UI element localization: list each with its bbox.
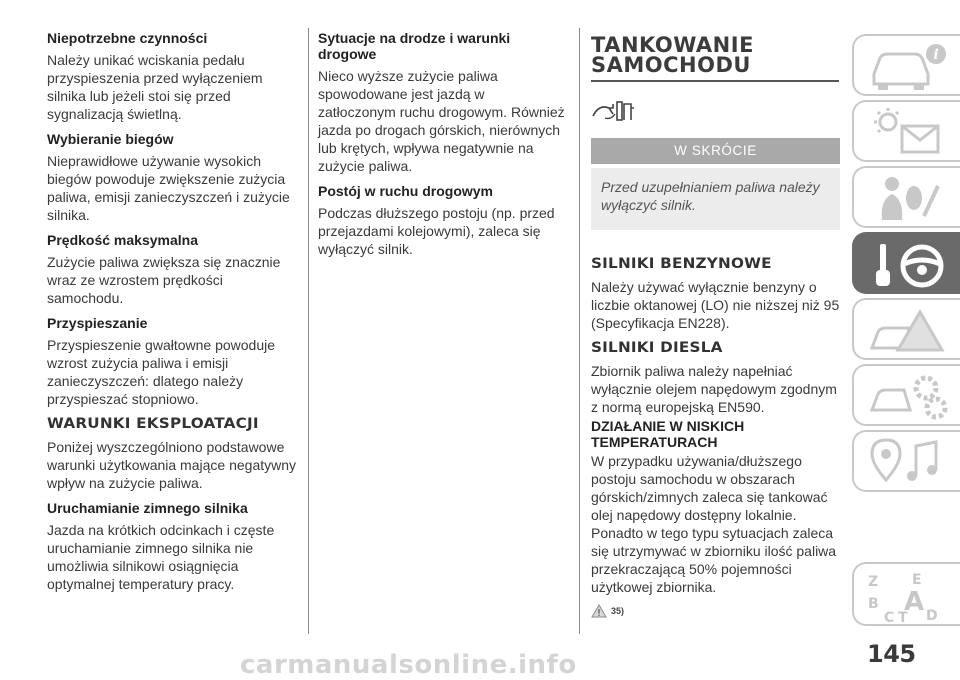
heading-low-temperature: DZIAŁANIE W NISKICH TEMPERATURACH — [591, 418, 745, 450]
heading-cold-start: Uruchamianie zimnego silnika — [47, 500, 248, 516]
svg-text:Z: Z — [868, 574, 879, 590]
heading-unnecessary-actions: Niepotrzebne czynności — [47, 30, 208, 46]
summary-banner: W SKRÓCIE — [591, 138, 840, 164]
page-number: 145 — [867, 640, 916, 668]
paragraph: Należy unikać wciskania pedału przyspieszenia przed wyłączeniem silnika lub jeżeli stoi się przed sygnalizacją świetlną. — [47, 52, 263, 122]
heading-gear-selection: Wybieranie biegów — [47, 131, 174, 147]
car-info-icon — [864, 40, 954, 92]
fuel-pump-icon — [591, 98, 635, 122]
svg-text:C: C — [884, 610, 895, 624]
heading-diesel-engines: SILNIKI DIESLA — [591, 340, 723, 356]
chapter-tab-starting-driving[interactable] — [852, 232, 960, 294]
paragraph: Jazda na krótkich odcinkach i częste uruchamianie zimnego silnika nie umożliwia silnikowi osiągnięcia optymalnej temperatury pracy. — [47, 522, 275, 592]
chapter-tab-lights-messages[interactable] — [852, 100, 960, 162]
chapter-tab-maintenance[interactable] — [852, 364, 960, 426]
column-divider-1 — [308, 28, 309, 634]
section-title-line1: TANKOWANIE — [591, 33, 754, 57]
heading-petrol-engines: SILNIKI BENZYNOWE — [591, 256, 772, 272]
lights-message-icon — [864, 106, 954, 158]
section-title-line2: SAMOCHODU — [591, 53, 751, 77]
watermark: carmanualsonline.info — [240, 650, 577, 680]
column-2 — [318, 30, 566, 266]
heading-traffic-stop: Postój w ruchu drogowym — [318, 183, 494, 199]
paragraph: Zbiornik paliwa należy napełniać wyłącznie olejem napędowym zgodnym z normą europejską EN590. — [591, 363, 837, 415]
warning-ref-number: 35) — [611, 606, 625, 616]
chapter-tab-multimedia[interactable] — [852, 430, 960, 492]
warning-reference — [591, 604, 840, 618]
maintenance-gears-icon — [864, 370, 954, 422]
column-3 — [591, 30, 840, 618]
svg-text:T: T — [898, 610, 908, 624]
emergency-triangle-icon — [864, 304, 954, 356]
safety-airbag-icon — [864, 172, 954, 224]
index-letters-icon — [864, 568, 954, 624]
column-divider-2 — [579, 28, 580, 634]
paragraph: Należy używać wyłącznie benzyny o liczbie oktanowej (LO) nie niższej niż 95 (Specyfikacja EN228). — [591, 279, 840, 331]
svg-text:A: A — [904, 587, 925, 617]
paragraph: Zużycie paliwa zwiększa się znacznie wraz ze wzrostem prędkości samochodu. — [47, 254, 281, 306]
paragraph: W przypadku używania/dłuższego postoju samochodu w obszarach górskich/zimnych zaleca się tankować olej napędowy dostępny lokalnie. Ponadto w tego typu sytuacjach zaleca się utrzymywać w zbiorniku ilość paliwa przekraczającą 50% pojemności użytkowej zbiornika. — [591, 453, 837, 595]
multimedia-music-icon — [864, 436, 954, 488]
chapter-tab-index[interactable] — [852, 562, 960, 626]
chapter-tab-emergency[interactable] — [852, 298, 960, 360]
svg-text:B: B — [868, 596, 879, 612]
paragraph: Poniżej wyszczególniono podstawowe warunki użytkowania mające negatywny wpływ na zużycie paliwa. — [47, 439, 297, 491]
svg-text:i: i — [933, 47, 939, 63]
warning-triangle-icon — [591, 604, 607, 618]
paragraph: Nieprawidłowe używanie wysokich biegów powoduje zwiększenie zużycia paliwa, emisji zanieczyszczeń i zużycie silnika. — [47, 153, 290, 223]
paragraph: Przyspieszenie gwałtowne powoduje wzrost zużycia paliwa i emisji zanieczyszczeń: dlatego należy przyspieszać stopniowo. — [47, 337, 276, 407]
fuel-pump-icons — [591, 96, 840, 122]
svg-text:D: D — [926, 608, 938, 624]
chapter-tab-safety[interactable] — [852, 166, 960, 228]
paragraph: Nieco wyższe zużycie paliwa spowodowane jest jazdą w zatłoczonym ruchu drogowym. Również jazda po drogach górskich, nierównych lub krętych, wpływa negatywnie na zużycie paliwa. — [318, 68, 565, 174]
heading-operating-conditions: WARUNKI EKSPLOATACJI — [47, 416, 259, 432]
chapter-tab-car-info[interactable] — [852, 34, 960, 96]
heading-max-speed: Prędkość maksymalna — [47, 232, 198, 248]
svg-text:E: E — [912, 572, 922, 588]
key-steering-wheel-icon — [864, 238, 954, 290]
column-1 — [47, 30, 299, 601]
heading-acceleration: Przyspieszanie — [47, 315, 148, 331]
summary-note: Przed uzupełnianiem paliwa należy wyłączyć silnik. — [591, 168, 840, 230]
title-underline — [591, 80, 839, 82]
paragraph: Podczas dłuższego postoju (np. przed przejazdami kolejowymi), zaleca się wyłączyć silnik. — [318, 205, 555, 257]
heading-road-conditions: Sytuacje na drodze i warunki drogowe — [318, 30, 511, 62]
